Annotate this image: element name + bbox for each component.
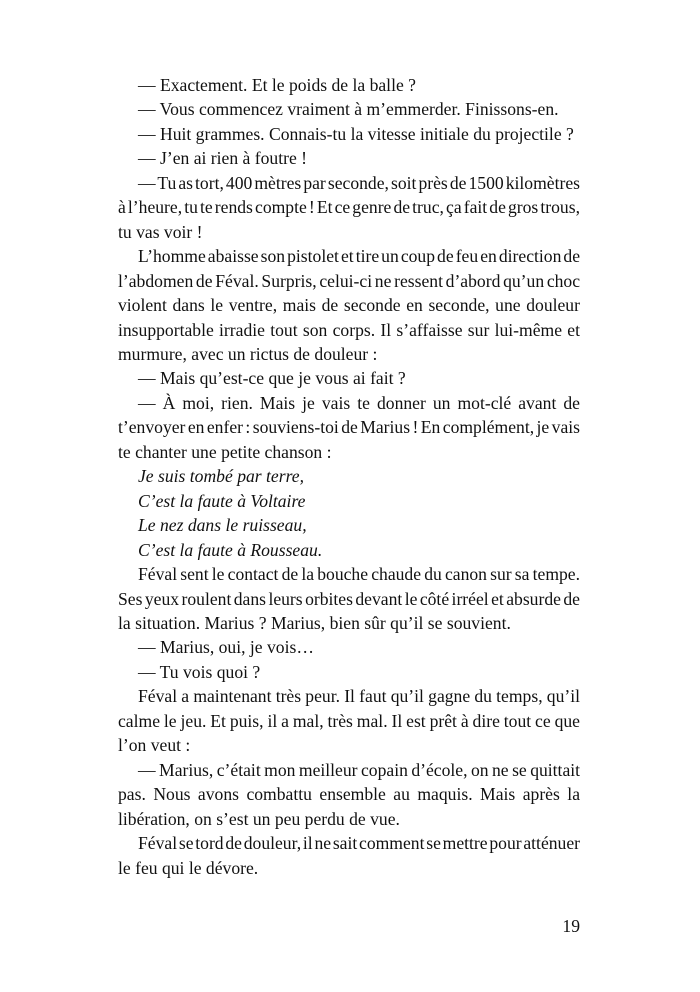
page-number: 19 <box>562 916 580 936</box>
text-line: la situation. Marius ? Marius, bien sûr qu’il se souvient. <box>118 612 511 633</box>
text-line: murmure, avec un rictus de douleur : <box>118 343 378 364</box>
text-line: Ses yeux roulent dans leurs orbites devant le côté irréel et absurde de <box>118 588 580 609</box>
text-line: Féval sent le contact de la bouche chaude du canon sur sa tempe. <box>138 564 581 585</box>
verse-line: Le nez dans le ruisseau, <box>138 515 307 536</box>
text-line: — Huit grammes. Connais-tu la vitesse initiale du projectile ? <box>138 123 574 144</box>
text-line: — Exactement. Et le poids de la balle ? <box>138 75 416 95</box>
text-line: Féval se tord de douleur, il ne sait comment se mettre pour atténuer <box>138 833 581 854</box>
text-line: violent dans le ventre, mais de seconde en seconde, une douleur <box>118 295 580 316</box>
text-line: Féval a maintenant très peur. Il faut qu’il gagne du temps, qu’il <box>138 686 581 707</box>
text-line: libération, on s’est un peu perdu de vue. <box>118 808 400 829</box>
text-line: insupportable irradie tout son corps. Il s’affaisse sur lui-même et <box>118 319 580 340</box>
text-line: calme le jeu. Et puis, il a mal, très mal. Il est prêt à dire tout ce que <box>118 710 580 731</box>
text-line: l’on veut : <box>118 735 191 756</box>
text-line: t’envoyer en enfer : souviens-toi de Marius ! En complément, je vais <box>118 417 581 438</box>
text-line: tu vas voir ! <box>118 221 203 242</box>
text-line: — Tu as tort, 400 mètres par seconde, soit près de 1500 kilomètres <box>138 172 580 193</box>
text-line: l’abdomen de Féval. Surpris, celui-ci ne ressent d’abord qu’un choc <box>118 270 581 291</box>
text-line: — À moi, rien. Mais je vais te donner un mot-clé avant de <box>138 392 580 413</box>
text-line: te chanter une petite chanson : <box>118 441 332 462</box>
body-text <box>118 73 580 880</box>
text-line: — Marius, oui, je vois… <box>138 637 314 658</box>
text-line: — Mais qu’est-ce que je vous ai fait ? <box>138 368 406 389</box>
verse-line: C’est la faute à Voltaire <box>138 490 306 511</box>
text-line: à l’heure, tu te rends compte ! Et ce genre de truc, ça fait de gros trous, <box>118 197 580 218</box>
text-line: L’homme abaisse son pistolet et tire un coup de feu en direction de <box>138 246 581 267</box>
text-line: — Tu vois quoi ? <box>138 661 261 682</box>
text-line: — Vous commencez vraiment à m’emmerder. Finissons-en. <box>138 99 559 120</box>
text-line: le feu qui le dévore. <box>118 857 259 878</box>
text-line: — J’en ai rien à foutre ! <box>138 148 308 169</box>
text-line: — Marius, c’était mon meilleur copain d’école, on ne se quittait <box>138 759 581 780</box>
text-line: pas. Nous avons combattu ensemble au maquis. Mais après la <box>118 784 581 805</box>
verse-line: C’est la faute à Rousseau. <box>138 539 323 560</box>
verse-line: Je suis tombé par terre, <box>138 466 304 487</box>
